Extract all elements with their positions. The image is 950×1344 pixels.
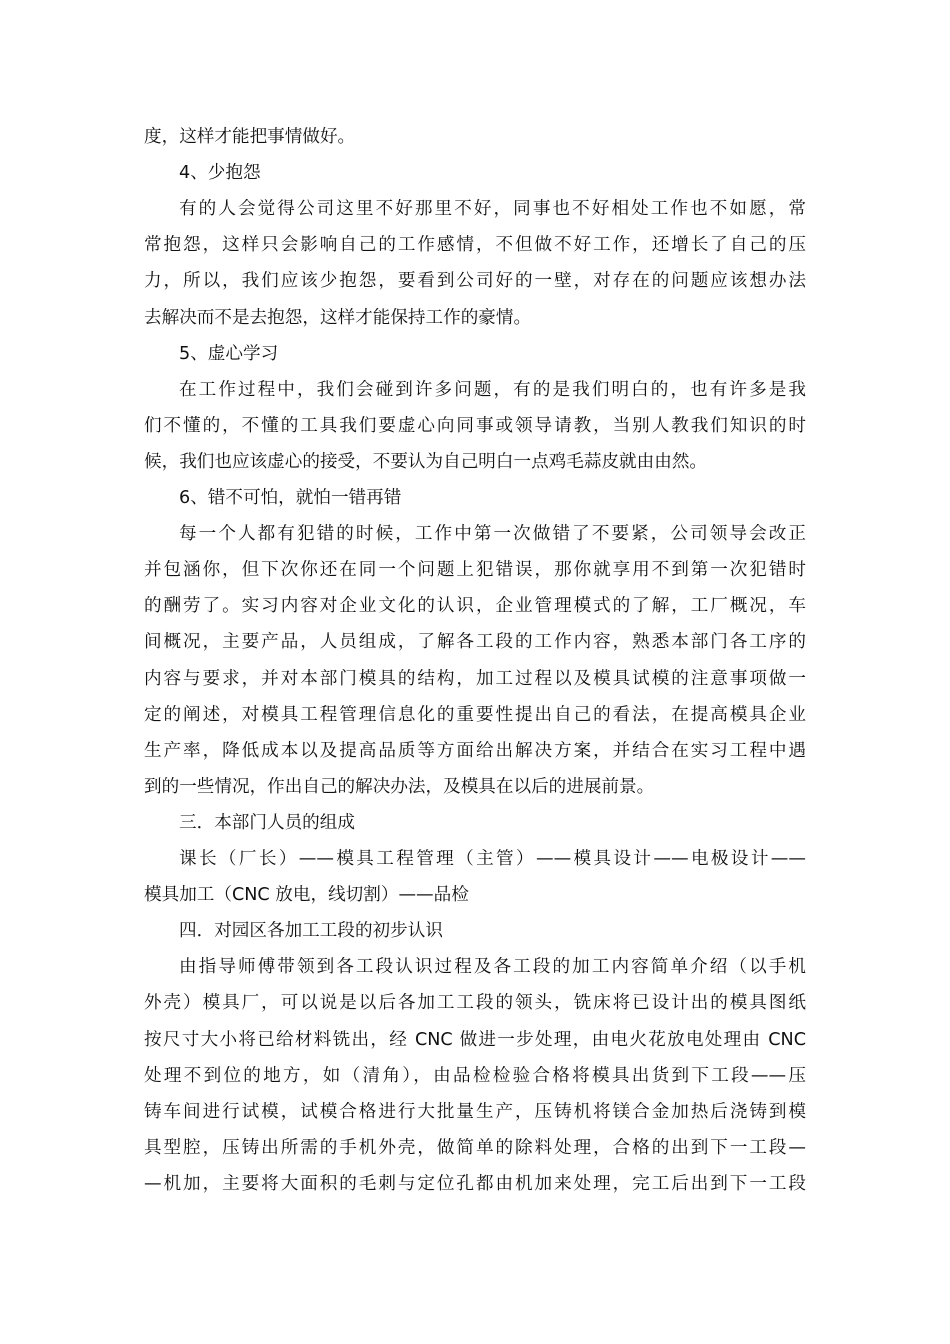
text-line: 并包涵你，但下次你还在同一个问题上犯错误，那你就享用不到第一次犯错时 — [144, 560, 806, 580]
text-line: 每一个人都有犯错的时候，工作中第一次做错了不要紧，公司领导会改正 — [179, 524, 806, 544]
text-line: 5、虚心学习 — [179, 344, 279, 364]
text-line: 内容与要求，并对本部门模具的结构，加工过程以及模具试模的注意事项做一 — [144, 669, 806, 689]
text-line: 间概况，主要产品，人员组成，了解各工段的工作内容，熟悉本部门各工序的 — [144, 632, 806, 652]
text-line: 按尺寸大小将已给材料铣出，经 CNC 做进一步处理，由电火花放电处理由 CNC — [144, 1030, 806, 1050]
text-line: 4、少抱怨 — [179, 163, 261, 183]
text-line: 有的人会觉得公司这里不好那里不好，同事也不好相处工作也不如愿，常 — [179, 199, 806, 219]
text-line: 三．本部门人员的组成 — [179, 813, 355, 833]
text-line: 力，所以，我们应该少抱怨，要看到公司好的一壁，对存在的问题应该想办法 — [144, 271, 806, 291]
text-line: 课长（厂长）——模具工程管理（主管）——模具设计——电极设计—— — [179, 849, 806, 869]
text-line: 四．对园区各加工工段的初步认识 — [179, 921, 443, 941]
text-line: 由指导师傅带领到各工段认识过程及各工段的加工内容简单介绍（以手机 — [179, 957, 806, 977]
text-line: 们不懂的，不懂的工具我们要虚心向同事或领导请教，当别人教我们知识的时 — [144, 416, 806, 436]
text-line: 铸车间进行试模，试模合格进行大批量生产，压铸机将镁合金加热后浇铸到模 — [144, 1102, 806, 1122]
text-line: —机加，主要将大面积的毛刺与定位孔都由机加来处理，完工后出到下一工段 — [144, 1174, 806, 1194]
text-line: 在工作过程中，我们会碰到许多问题，有的是我们明白的，也有许多是我 — [179, 380, 806, 400]
text-line: 模具加工（CNC 放电，线切割）——品检 — [144, 885, 469, 905]
text-line: 的酬劳了。实习内容对企业文化的认识，企业管理模式的了解，工厂概况，车 — [144, 596, 806, 616]
text-line: 候，我们也应该虚心的接受，不要认为自己明白一点鸡毛蒜皮就由由然。 — [144, 452, 708, 472]
text-line: 6、错不可怕，就怕一错再错 — [179, 488, 402, 508]
text-line: 处理不到位的地方，如（清角），由品检检验合格将模具出货到下工段——压 — [144, 1066, 806, 1086]
text-line: 生产率，降低成本以及提高品质等方面给出解决方案，并结合在实习工程中遇 — [144, 741, 806, 761]
text-line: 具型腔，压铸出所需的手机外壳，做简单的除料处理，合格的出到下一工段— — [144, 1138, 806, 1158]
text-line: 到的一些情况，作出自己的解决办法，及模具在以后的进展前景。 — [144, 777, 655, 797]
text-line: 定的阐述，对模具工程管理信息化的重要性提出自己的看法，在提高模具企业 — [144, 705, 806, 725]
text-line: 度，这样才能把事情做好。 — [144, 127, 356, 147]
text-line: 外壳）模具厂，可以说是以后各加工工段的领头，铣床将已设计出的模具图纸 — [144, 993, 806, 1013]
text-line: 去解决而不是去抱怨，这样才能保持工作的豪情。 — [144, 308, 532, 328]
text-line: 常抱怨，这样只会影响自己的工作感情，不但做不好工作，还增长了自己的压 — [144, 235, 806, 255]
